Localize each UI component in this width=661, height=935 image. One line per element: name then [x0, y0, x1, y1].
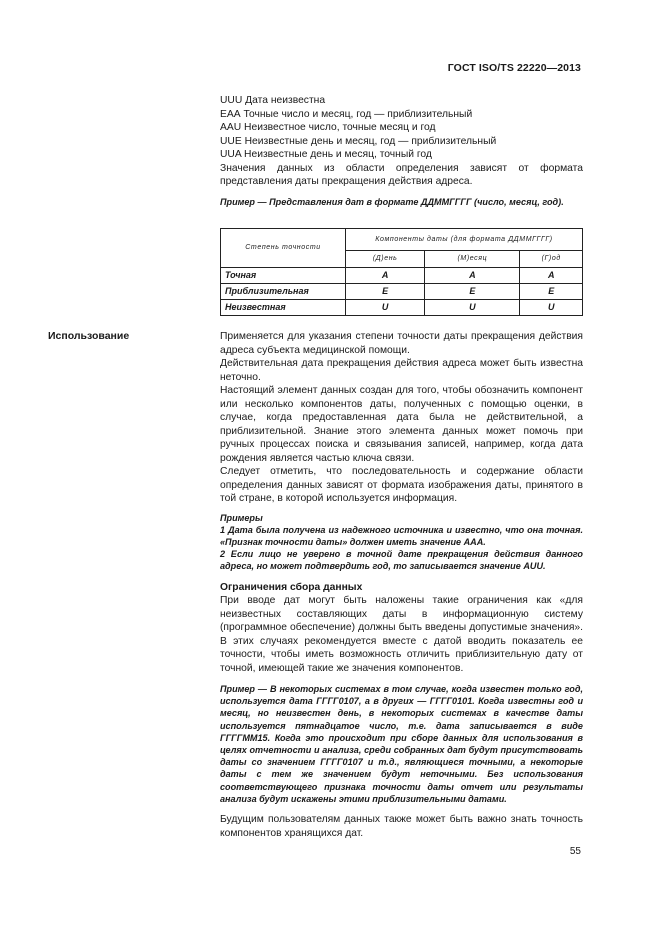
usage-block — [220, 330, 583, 840]
precision-table-wrap — [220, 228, 583, 316]
code-line: UUA Неизвестные день и месяц, точный год — [220, 149, 432, 160]
cell: E — [425, 284, 520, 300]
usage-label: Использование — [48, 330, 130, 342]
table-row — [221, 284, 583, 300]
table-row — [221, 300, 583, 316]
table-row — [221, 268, 583, 284]
code-line: UUE Неизвестные день и месяц, год — приблизительный — [220, 135, 497, 147]
code-line: ЕАА Точные число и месяц, год — приблизительный — [220, 108, 473, 120]
final-paragraph: Будущим пользователям данных также может быть важно знать точность компонентов хранящихся дат. — [220, 814, 583, 839]
cell: A — [425, 268, 520, 284]
cell: U — [346, 300, 425, 316]
example-item: 2 Если лицо не уверено в точной дате прекращения действия данного адреса, но может подтвердить год, то записывается значение AUU. — [220, 549, 583, 572]
format-example: Пример — Представления дат в формате ДДММГГГГ (число, месяц, год). — [220, 196, 564, 207]
domain-note: Значения данных из области определения зависят от формата представления даты прекращения действия адреса. — [220, 162, 583, 187]
cell: A — [520, 268, 583, 284]
restrictions-text: При вводе дат могут быть наложены такие ограничения как «для неизвестных составляющих даты в информационную систему (программное обеспечение) должны быть введены допустимые значения». В этих случаях рекомендуется вместе с датой вводить показатель ее точности, чтобы иметь возможность отличить приблизительную дату от точной, имеющей такие же значения компонентов. — [220, 595, 583, 674]
sub-header-year: (Г)од — [520, 251, 583, 268]
usage-paragraph: Действительная дата прекращения действия адреса может быть известна неточно. — [220, 358, 583, 383]
row-label: Неизвестная — [221, 300, 346, 316]
code-line: AAU Неизвестное число, точные месяц и год — [220, 122, 436, 133]
examples-title: Примеры — [220, 512, 263, 523]
cell: U — [520, 300, 583, 316]
long-example: Пример — В некоторых системах в том случае, когда известен только год, используется дата ГГГГ0107, а в других — ГГГГ0101. Когда известны год и месяц, но неизвестен день, в некоторых системах в качестве даты используется пятнадцатое число, т.е. дата записывается в виде ГГГГММ15. Когда это происходит при сборе данных для использования в целях отчетности и анализа, среди собранных дат будут присутствовать даты со значением ГГГГ0107 и т.д., являющиеся точными, а некоторые даты с тем же значением будут неточными. Без использования соответствующего признака точности даты отчет или результаты анализа будут искажены этими приблизительными датами. — [220, 684, 583, 804]
row-header: Степень точности — [221, 229, 346, 268]
codes-block — [220, 94, 583, 208]
cell: U — [425, 300, 520, 316]
usage-paragraph: Настоящий элемент данных создан для того, чтобы обозначить компонент или несколько компонентов даты, полученных с помощью оценки, в случае, когда предоставленная дата была не действительной, а приблизительной. Знание этого элемента данных может помочь при ручных процессах поиска и связывания записей, например, когда дата рождения является частью ключа связи. — [220, 385, 583, 464]
restrictions-title: Ограничения сбора данных — [220, 581, 363, 593]
row-label: Приблизительная — [221, 284, 346, 300]
row-label: Точная — [221, 268, 346, 284]
document-header: ГОСТ ISO/TS 22220—2013 — [447, 62, 581, 74]
sub-header-day: (Д)ень — [346, 251, 425, 268]
usage-paragraph: Применяется для указания степени точности даты прекращения действия адреса субъекта медицинской помощи. — [220, 331, 583, 356]
usage-paragraph: Следует отметить, что последовательность и содержание области определения данных зависят от формата изображения даты, принятого в той стране, в которой используется информация. — [220, 466, 583, 504]
group-header: Компоненты даты (для формата ДДММГГГГ) — [346, 229, 583, 251]
cell: A — [346, 268, 425, 284]
page-number: 55 — [569, 846, 581, 857]
example-item: 1 Дата была получена из надежного источника и известно, что она точная. «Признак точности даты» должен иметь значение ААА. — [220, 524, 583, 547]
precision-table — [220, 228, 583, 316]
code-line: UUU Дата неизвестна — [220, 95, 326, 106]
sub-header-month: (М)есяц — [425, 251, 520, 268]
cell: E — [520, 284, 583, 300]
cell: E — [346, 284, 425, 300]
